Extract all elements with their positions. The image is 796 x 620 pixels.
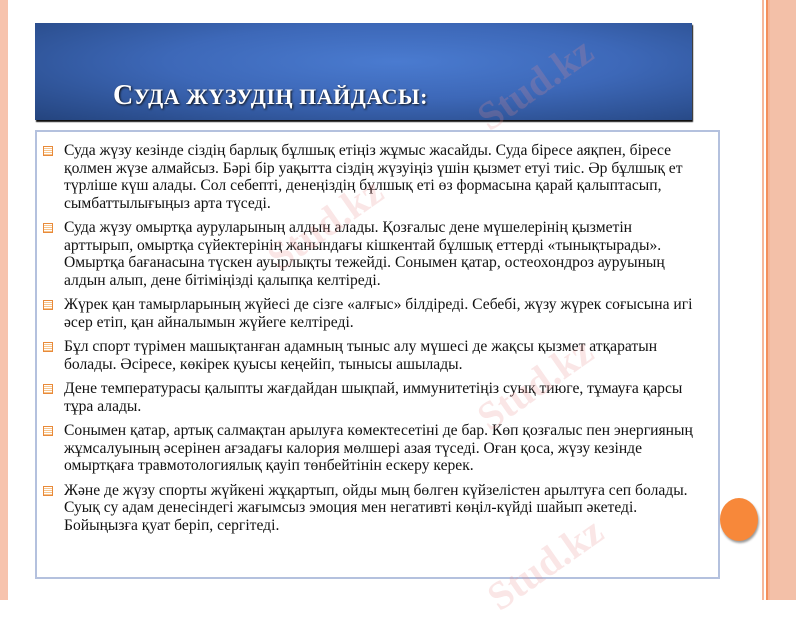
list-item	[43, 482, 700, 535]
orange-circle-decor	[720, 498, 758, 541]
watermark: Stud.kz	[478, 507, 612, 620]
watermark: Stud.kz	[468, 327, 602, 440]
list-item	[43, 296, 700, 331]
list-item	[43, 142, 700, 212]
title-bar	[35, 23, 692, 120]
bullet-text: Дене температурасы қалыпты жағдайдан шықпай, иммунитетіңіз суық тиюге, тұмауға қарсы тұра алады.	[64, 380, 683, 415]
bullet-icon	[43, 300, 53, 310]
list-item	[43, 422, 700, 475]
content-box	[35, 130, 720, 579]
bullet-text: Жүрек қан тамырларының жүйесі де сізге «алғыс» білдіреді. Себебі, жүзу жүрек соғысына игі әсер етіп, қан айналымын жүйеге келтіреді.	[64, 296, 693, 331]
title-text: УДА ЖҮЗУДІҢ ПАЙДАСЫ:	[133, 84, 428, 109]
right-decor-stripes	[760, 0, 796, 600]
bullet-text: Сонымен қатар, артық салмақтан арылуға көмектесетіні де бар. Көп қозғалыс пен энергияның жұмсалуының әсерінен ағзадағы калория мөлшері азая түседі. Оған қоса, жүзу кезінде омыртқаға травмотологиялық қауіп төнбейтінін ескеру керек.	[64, 422, 693, 474]
watermark: Stud.kz	[258, 167, 392, 280]
title-initial: С	[113, 80, 134, 111]
bullet-icon	[43, 223, 53, 233]
bullet-text: Суда жүзу кезінде сіздің барлық бұлшық етіңіз жұмыс жасайды. Суда біресе аяқпен, біресе қолмен жүзе алмайсыз. Бәрі бір уақытта сіздің жүзуіңіз үшін қызмет етуі тиіс. Әр бұлшық ет түрліше күш алады. Сол себепті, денеңіздің бұлшық еті өз формасына қарай қалыптасып, сымбаттылығыңыз арта түседі.	[64, 142, 683, 212]
bullet-icon	[43, 426, 53, 436]
bullet-text: Бұл спорт түрімен машықтанған адамның тыныс алу мүшесі де жақсы қызмет атқаратын болады. Әсіресе, көкірек қуысы кеңейіп, тынысы ашылады.	[64, 338, 658, 373]
slide-title	[113, 80, 428, 112]
bullet-icon	[43, 486, 53, 496]
list-item	[43, 338, 700, 373]
bullet-icon	[43, 384, 53, 394]
left-decor-stripe	[0, 0, 8, 600]
bullet-icon	[43, 146, 53, 156]
bullet-icon	[43, 342, 53, 352]
watermark: Stud.kz	[468, 27, 602, 140]
list-item	[43, 219, 700, 289]
list-item	[43, 380, 700, 415]
bullet-text: Және де жүзу спорты жүйкені жұқартып, ойды мың бөлген күйзелістен арылтуға сеп болады. Суық су адам денесіндегі жағымсыз эмоция мен негативті көңіл-күйді шайып әкетеді. Бойыңызға қуат беріп, сергітеді.	[64, 481, 688, 534]
bullet-list	[37, 132, 718, 534]
bullet-text: Суда жүзу омыртқа ауруларының алдын алады. Қозғалыс дене мүшелерінің қызметін арттырып, омыртқа сүйектерінің жанындағы кішкентай бұлшық еттерді «тынықтырады». Омыртқа бағанасына түскен ауырлықты тежейді. Сонымен қатар, остеохондроз ауруының алдын алып, дене бітіміңізді қалыпқа келтіреді.	[64, 219, 665, 289]
